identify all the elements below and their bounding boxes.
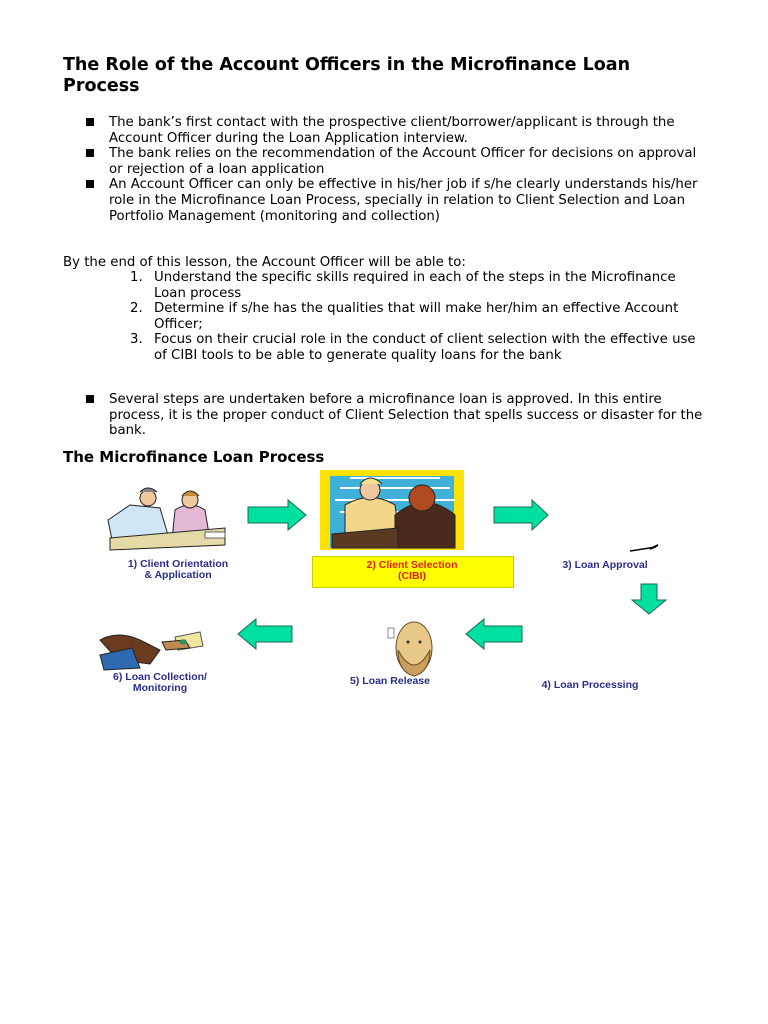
bullet-item: Several steps are undertaken before a microfinance loan is approved. In this entire process, it is the proper conduct of Client Selection that spells success or disaster for the bank. [84,392,714,439]
client-orientation-illustration [108,488,225,550]
loan-release-illustration [388,622,432,676]
section-title: The Microfinance Loan Process [63,448,325,466]
loan-collection-illustration [100,632,203,670]
step-4-label: 4) Loan Processing [541,679,639,691]
page-title: The Role of the Account Officers in the Microfinance Loan Process [63,55,631,96]
step-2-label: 2) Client Selection (CIBI) [366,559,458,582]
objectives-intro: By the end of this lesson, the Account Officer will be able to: [63,255,466,270]
arrow-down [632,584,666,614]
step-6-label: 6) Loan Collection/ Monitoring [113,671,207,694]
step-1-label: 1) Client Orientation & Application [127,558,229,581]
arrow-left-2 [238,619,292,649]
bullet-item: An Account Officer can only be effective in his/her job if s/he clearly understands his/her role in the Microfinance Loan Process, specially in relation to Client Selection and Loan Portfolio Management (monitoring and collection) [84,177,714,224]
objective-item: 1. Understand the specific skills required in each of the steps in the Microfinance Loan process [130,270,676,301]
bullet-item: The bank relies on the recommendation of the Account Officer for decisions on approval or rejection of a loan application [84,146,714,177]
bullet-item: The bank’s first contact with the prospective client/borrower/applicant is through the Account Officer during the Loan Application interview. [84,115,714,146]
arrow-right-2 [494,500,548,530]
objective-item: 3. Focus on their crucial role in the conduct of client selection with the effective use of CIBI tools to be able to generate quality loans for the bank [130,332,696,363]
client-selection-illustration [320,470,464,550]
arrow-right-1 [248,500,306,530]
arrow-left-1 [466,619,522,649]
loan-approval-illustration [630,545,658,551]
step-5-label: 5) Loan Release [350,675,430,687]
step-3-label: 3) Loan Approval [562,559,648,571]
objective-item: 2. Determine if s/he has the qualities that will make her/him an effective Account Officer; [130,301,679,332]
